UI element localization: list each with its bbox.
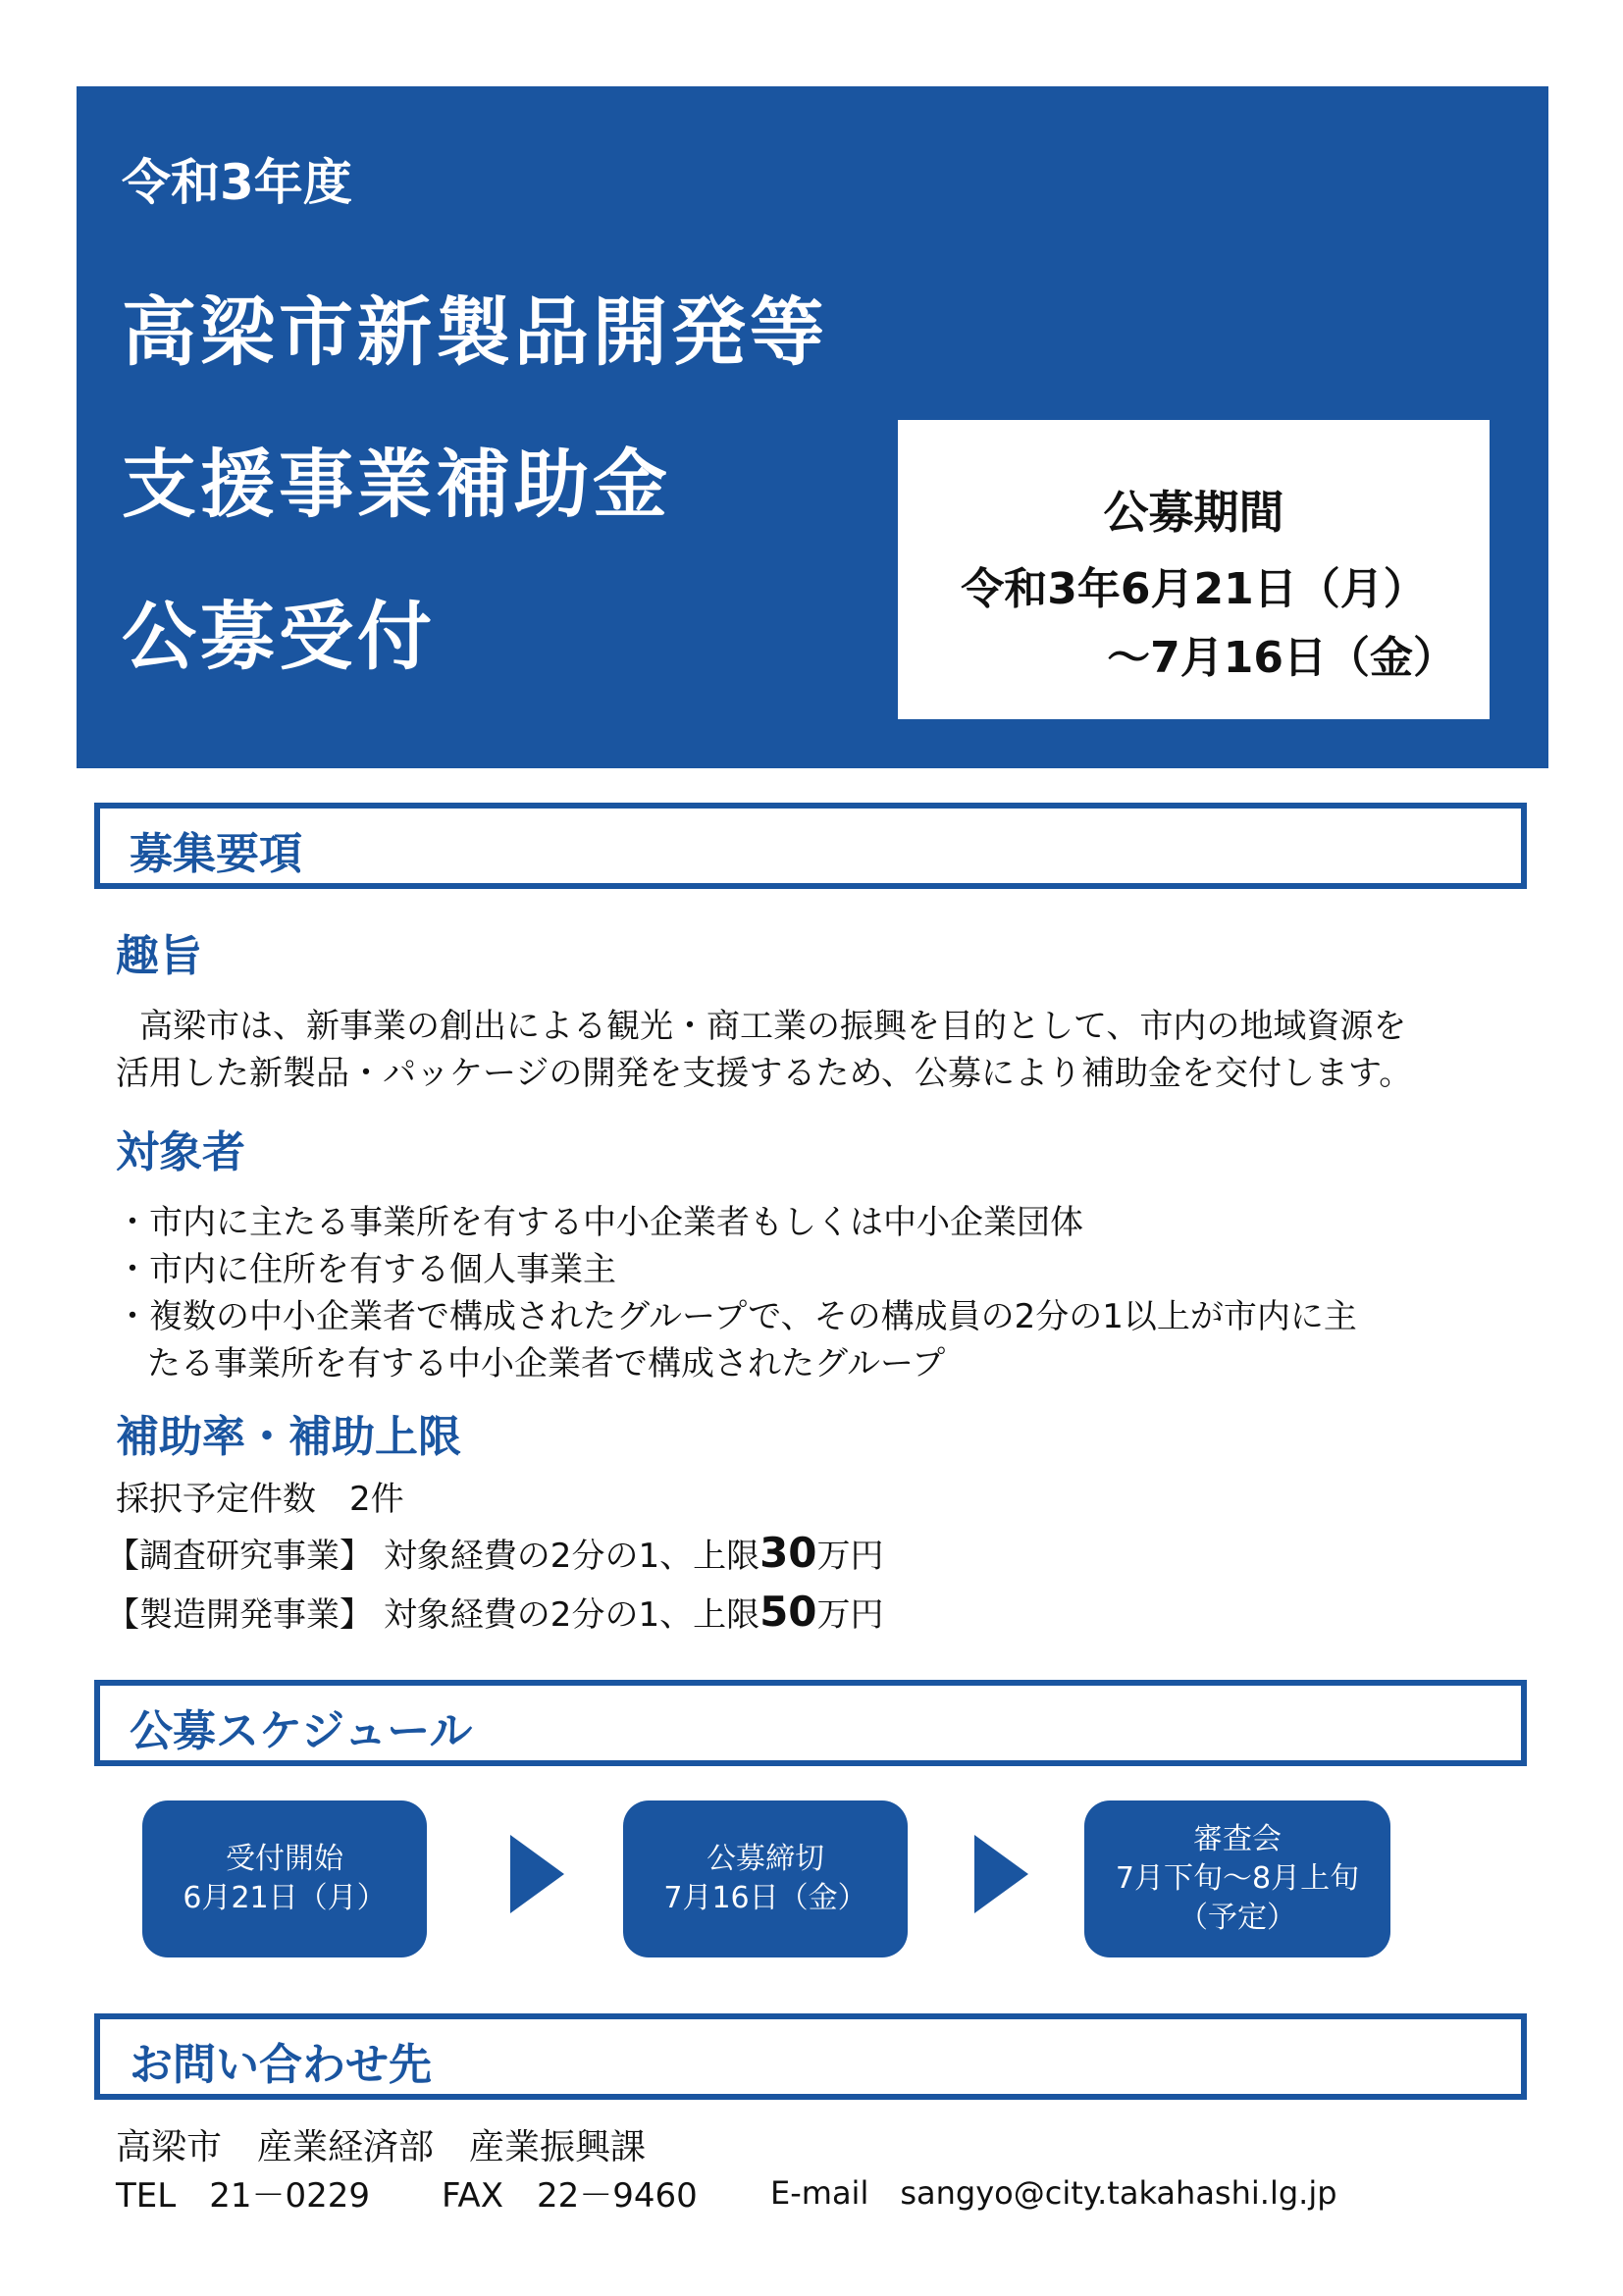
purpose-heading: 趣旨 [116, 931, 202, 981]
schedule-step-start [142, 1800, 427, 1957]
manufacture-amount: 50 [759, 1588, 817, 1636]
section-requirements [94, 803, 1527, 889]
research-amount: 30 [759, 1529, 817, 1577]
step-start-date: 6月21日（月） [183, 1881, 387, 1915]
subsidy-manufacture-row [106, 1588, 884, 1636]
section-schedule [94, 1680, 1527, 1766]
period-start: 令和3年6月21日（月） [961, 564, 1427, 614]
eligible-heading: 対象者 [116, 1127, 245, 1177]
manufacture-text: 対象経費の2分の1、上限 [383, 1595, 760, 1635]
research-label: 【調査研究事業】 [106, 1537, 373, 1576]
step-deadline-date: 7月16日（金） [663, 1881, 867, 1915]
contact-tel: TEL 21－0229 [116, 2176, 370, 2216]
contact-fax: FAX 22－9460 [442, 2176, 698, 2216]
step-deadline-title: 公募締切 [707, 1842, 824, 1876]
contact-department: 高梁市 産業経済部 産業振興課 [116, 2127, 647, 2167]
contact-email: E-mail sangyo@city.takahashi.lg.jp [770, 2174, 1337, 2212]
step-review-note: （予定） [1178, 1901, 1296, 1935]
purpose-text-line-2: 活用した新製品・パッケージの開発を支援するため、公募により補助金を交付します。 [116, 1054, 1413, 1093]
manufacture-label: 【製造開発事業】 [106, 1595, 373, 1635]
arrow-right-icon [510, 1835, 564, 1913]
step-start-title: 受付開始 [226, 1842, 343, 1876]
period-title: 公募期間 [1103, 486, 1284, 539]
title-line-3: 公募受付 [122, 593, 436, 680]
eligible-item-1: ・市内に主たる事業所を有する中小企業者もしくは中小企業団体 [116, 1203, 1083, 1242]
subsidy-count: 採択予定件数 2件 [116, 1480, 404, 1519]
schedule-step-deadline [623, 1800, 908, 1957]
title-line-1: 高梁市新製品開発等 [122, 288, 828, 376]
section-requirements-label: 募集要項 [130, 829, 302, 879]
section-contact-label: お問い合わせ先 [130, 2040, 432, 2090]
purpose-text-line-1: 高梁市は、新事業の創出による観光・商工業の振興を目的として、市内の地域資源を [139, 1007, 1407, 1046]
manufacture-unit: 万円 [816, 1595, 884, 1635]
subsidy-research-row [106, 1529, 884, 1577]
title-line-2: 支援事業補助金 [122, 441, 671, 528]
step-review-date: 7月下旬～8月上旬 [1115, 1861, 1360, 1896]
arrow-right-icon [974, 1835, 1028, 1913]
schedule-step-review [1084, 1800, 1390, 1957]
research-unit: 万円 [816, 1537, 884, 1576]
eligible-item-3-line-1: ・複数の中小企業者で構成されたグループで、その構成員の2分の1以上が市内に主 [116, 1297, 1357, 1336]
subsidy-heading: 補助率・補助上限 [116, 1412, 461, 1462]
research-text: 対象経費の2分の1、上限 [383, 1537, 760, 1576]
section-contact [94, 2013, 1527, 2100]
step-review-title: 審査会 [1193, 1822, 1282, 1856]
eligible-item-3-line-2: たる事業所を有する中小企業者で構成されたグループ [147, 1344, 946, 1383]
section-schedule-label: 公募スケジュール [130, 1706, 473, 1756]
application-period-box [898, 420, 1490, 719]
eligible-item-2: ・市内に住所を有する個人事業主 [116, 1250, 616, 1289]
period-end: ～7月16日（金） [1107, 633, 1456, 683]
header-banner [77, 86, 1548, 768]
fiscal-year: 令和3年度 [122, 154, 352, 211]
